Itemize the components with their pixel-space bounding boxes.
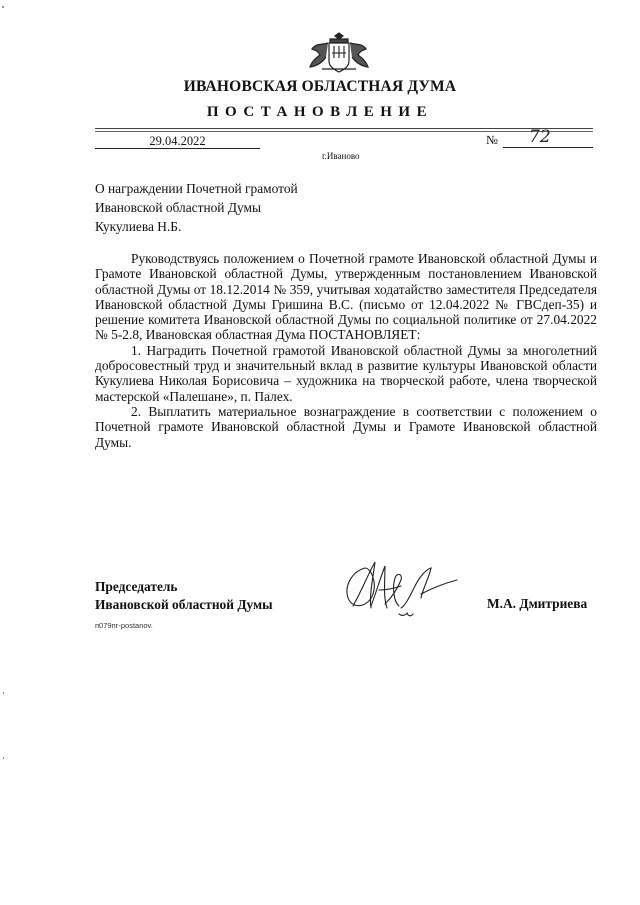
signatory-title-line: Председатель <box>95 579 178 594</box>
body-paragraph-preamble: Руководствуясь положением о Почетной грамоте Ивановской областной Думы и Грамоте Ивановской областной Думы, утвержденным постановлением Ивановской областной Думы от 18.12.2014 № 359, учитывая ходатайство заместителя Председателя Ивановской областной Думы Гришина В.С. (письмо от 12.04.2022 № ГВСдеп-35) и решение комитета Ивановской областной Думы по социальной политике от 27.04.2022 № 5-2.8, Ивановская областная Дума ПОСТАНОВЛЯЕТ: <box>95 251 597 343</box>
scan-speck <box>2 6 4 8</box>
number-sign: № <box>486 133 498 147</box>
signatory-title <box>95 578 273 614</box>
document-type: ПОСТАНОВЛЕНИЕ <box>206 104 434 120</box>
document-date: 29.04.2022 <box>95 134 260 149</box>
document-body <box>95 251 597 450</box>
body-paragraph-item-2: 2. Выплатить материальное вознаграждение в соответствии с положением о Почетной грамоте Ивановской областной Думы и Грамоте Ивановской областной Думы. <box>95 403 597 450</box>
organization-title: ИВАНОВСКАЯ ОБЛАСТНАЯ ДУМА <box>183 78 457 95</box>
document-subject <box>95 179 298 236</box>
subject-line: О награждении Почетной грамотой <box>95 181 298 196</box>
scan-speck <box>3 757 4 759</box>
signatory-name: М.А. Дмитриева <box>487 596 588 611</box>
scan-speck <box>3 692 4 694</box>
subject-line: Ивановской областной Думы <box>95 200 261 215</box>
city-label: г.Иваново <box>322 151 360 161</box>
signatory-title-line: Ивановской областной Думы <box>95 597 273 612</box>
coat-of-arms-icon <box>306 31 372 73</box>
document-number: 72 <box>503 128 593 148</box>
body-paragraph-item-1: 1. Наградить Почетной грамотой Ивановской областной Думы за многолетний добросовестный труд и значительный вклад в развитие культуры Ивановской области Кукулиева Николая Борисовича – художника на творческой работе, члена творческой мастерской «Палешане», п. Палех. <box>95 342 597 404</box>
handwritten-signature <box>335 556 475 626</box>
subject-line: Кукулиева Н.Б. <box>95 219 182 234</box>
file-code: п079пг-postanov. <box>95 621 153 630</box>
